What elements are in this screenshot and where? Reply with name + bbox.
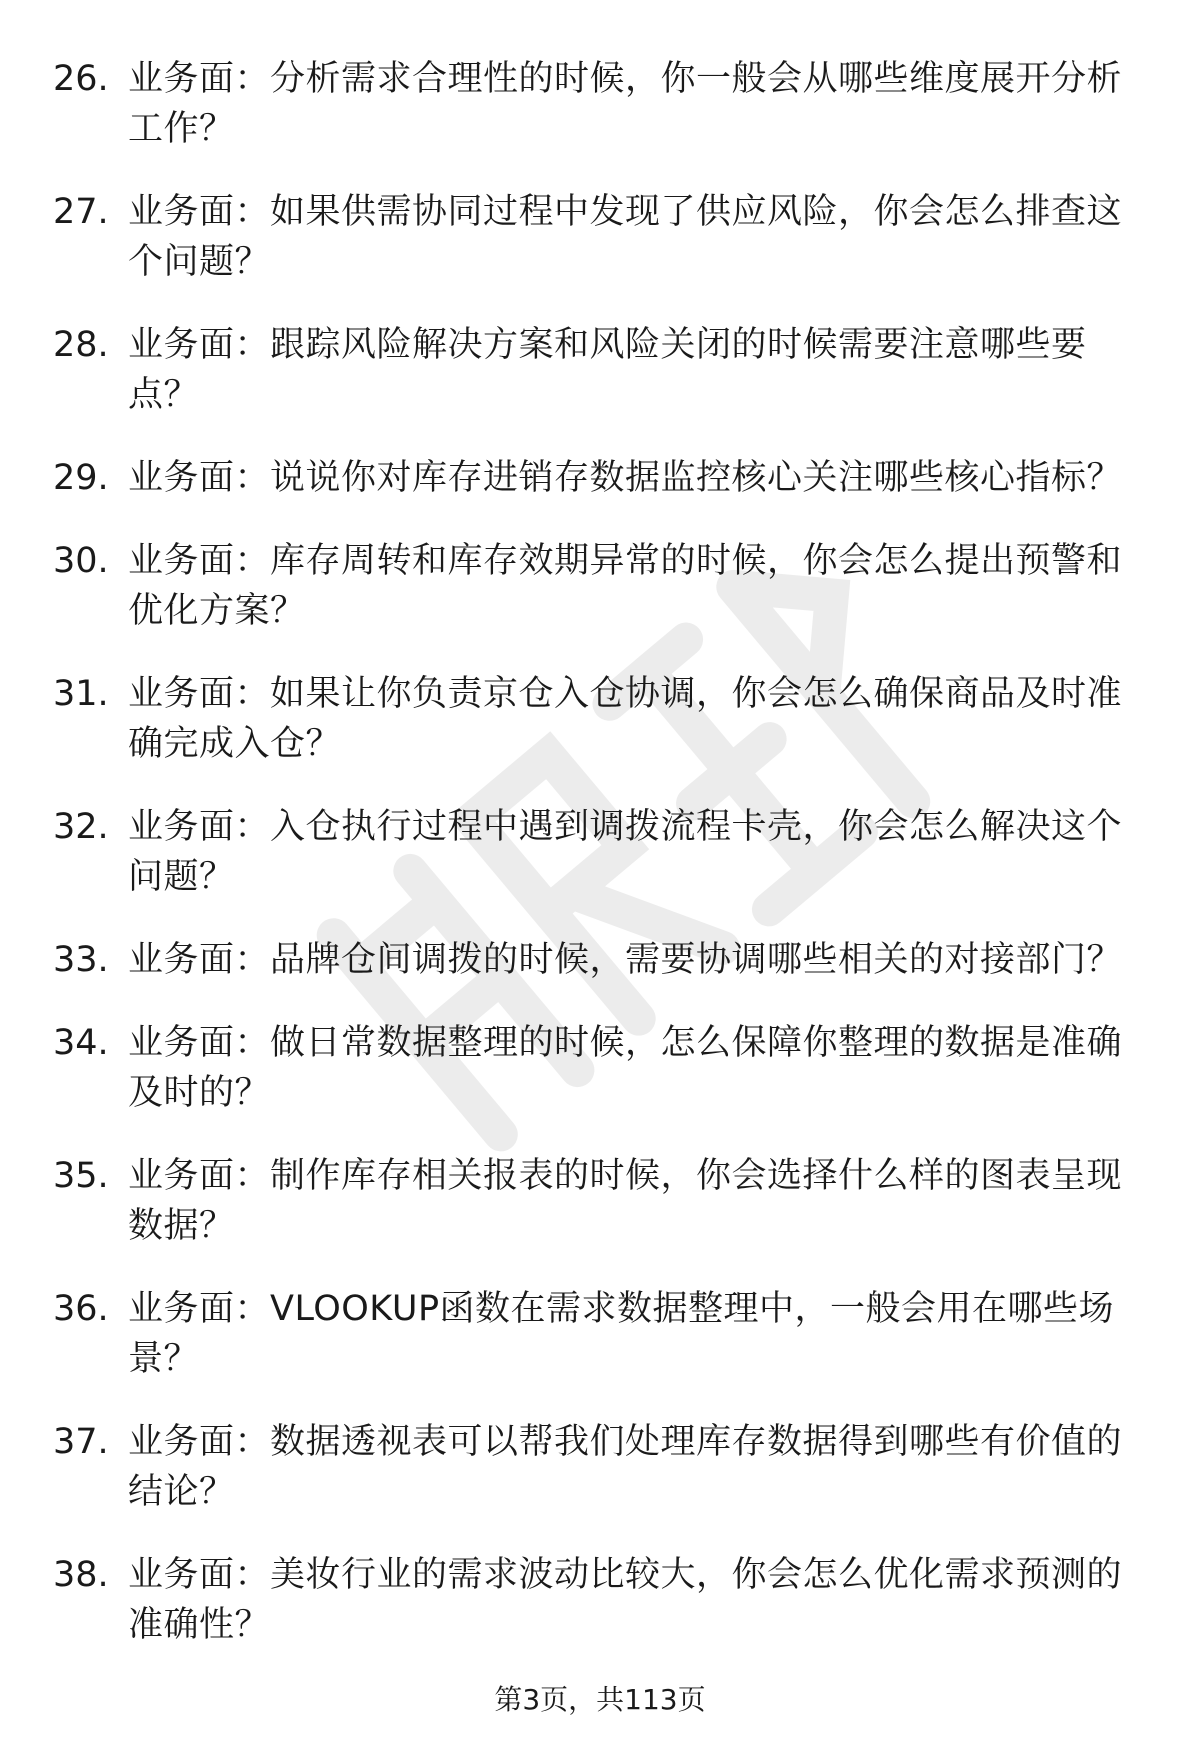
question-body [128,1018,1138,1118]
question-number: 34. [53,1023,109,1063]
question-number: 31. [53,674,109,714]
question-number: 33. [53,940,109,980]
list-item [0,935,1200,1018]
question-category: 业务面： [128,192,271,232]
question-category: 业务面： [128,1023,271,1063]
question-number: 32. [53,807,109,847]
question-text: 如果让你负责京仓入仓协调，你会怎么确保商品及时准确完成入仓？ [128,674,1123,764]
question-text: 制作库存相关报表的时候，你会选择什么样的图表呈现数据？ [128,1156,1123,1246]
question-category: 业务面： [128,940,271,980]
question-text: 库存周转和库存效期异常的时候，你会怎么提出预警和优化方案？ [128,541,1123,631]
question-category: 业务面： [128,674,271,714]
question-category: 业务面： [128,1422,271,1462]
question-category: 业务面： [128,325,271,365]
question-list [0,54,1200,1683]
question-body [128,1550,1138,1650]
question-text: 数据透视表可以帮我们处理库存数据得到哪些有价值的结论？ [128,1422,1123,1512]
question-number: 36. [53,1289,109,1329]
list-item [0,1417,1200,1550]
question-category: 业务面： [128,1555,271,1595]
question-number: 27. [53,192,109,232]
question-number: 35. [53,1156,109,1196]
question-category: 业务面： [128,1289,271,1329]
question-category: 业务面： [128,1156,271,1196]
list-item [0,54,1200,187]
list-item [0,187,1200,320]
question-category: 业务面： [128,541,271,581]
list-item [0,1550,1200,1683]
question-body [128,536,1138,636]
list-item [0,1284,1200,1417]
list-item [0,320,1200,453]
list-item [0,669,1200,802]
question-body [128,935,1138,985]
question-body [128,669,1138,769]
question-number: 37. [53,1422,109,1462]
question-category: 业务面： [128,59,271,99]
question-text: 跟踪风险解决方案和风险关闭的时候需要注意哪些要点？ [128,325,1087,415]
question-text: 入仓执行过程中遇到调拨流程卡壳，你会怎么解决这个问题？ [128,807,1123,897]
question-body [128,1151,1138,1251]
question-body [128,453,1138,503]
page-footer: 第3页，共113页 [494,1683,706,1716]
question-body [128,54,1138,154]
question-number: 28. [53,325,109,365]
question-category: 业务面： [128,807,271,847]
question-body [128,802,1138,902]
question-text: 分析需求合理性的时候，你一般会从哪些维度展开分析工作？ [128,59,1123,149]
list-item [0,453,1200,536]
list-item [0,1151,1200,1284]
list-item [0,1018,1200,1151]
question-body [128,1417,1138,1517]
question-text: 美妆行业的需求波动比较大，你会怎么优化需求预测的准确性？ [128,1555,1123,1645]
question-number: 30. [53,541,109,581]
question-number: 26. [53,59,109,99]
question-body [128,187,1138,287]
question-number: 38. [53,1555,109,1595]
question-number: 29. [53,458,109,498]
question-text: VLOOKUP函数在需求数据整理中，一般会用在哪些场景？ [128,1289,1115,1379]
question-text: 品牌仓间调拨的时候，需要协调哪些相关的对接部门？ [270,940,1123,980]
question-body [128,1284,1138,1384]
question-category: 业务面： [128,458,271,498]
question-text: 说说你对库存进销存数据监控核心关注哪些核心指标？ [270,458,1123,498]
list-item [0,536,1200,669]
list-item [0,802,1200,935]
question-text: 如果供需协同过程中发现了供应风险，你会怎么排查这个问题？ [128,192,1123,282]
question-body [128,320,1138,420]
question-text: 做日常数据整理的时候，怎么保障你整理的数据是准确及时的？ [128,1023,1123,1113]
